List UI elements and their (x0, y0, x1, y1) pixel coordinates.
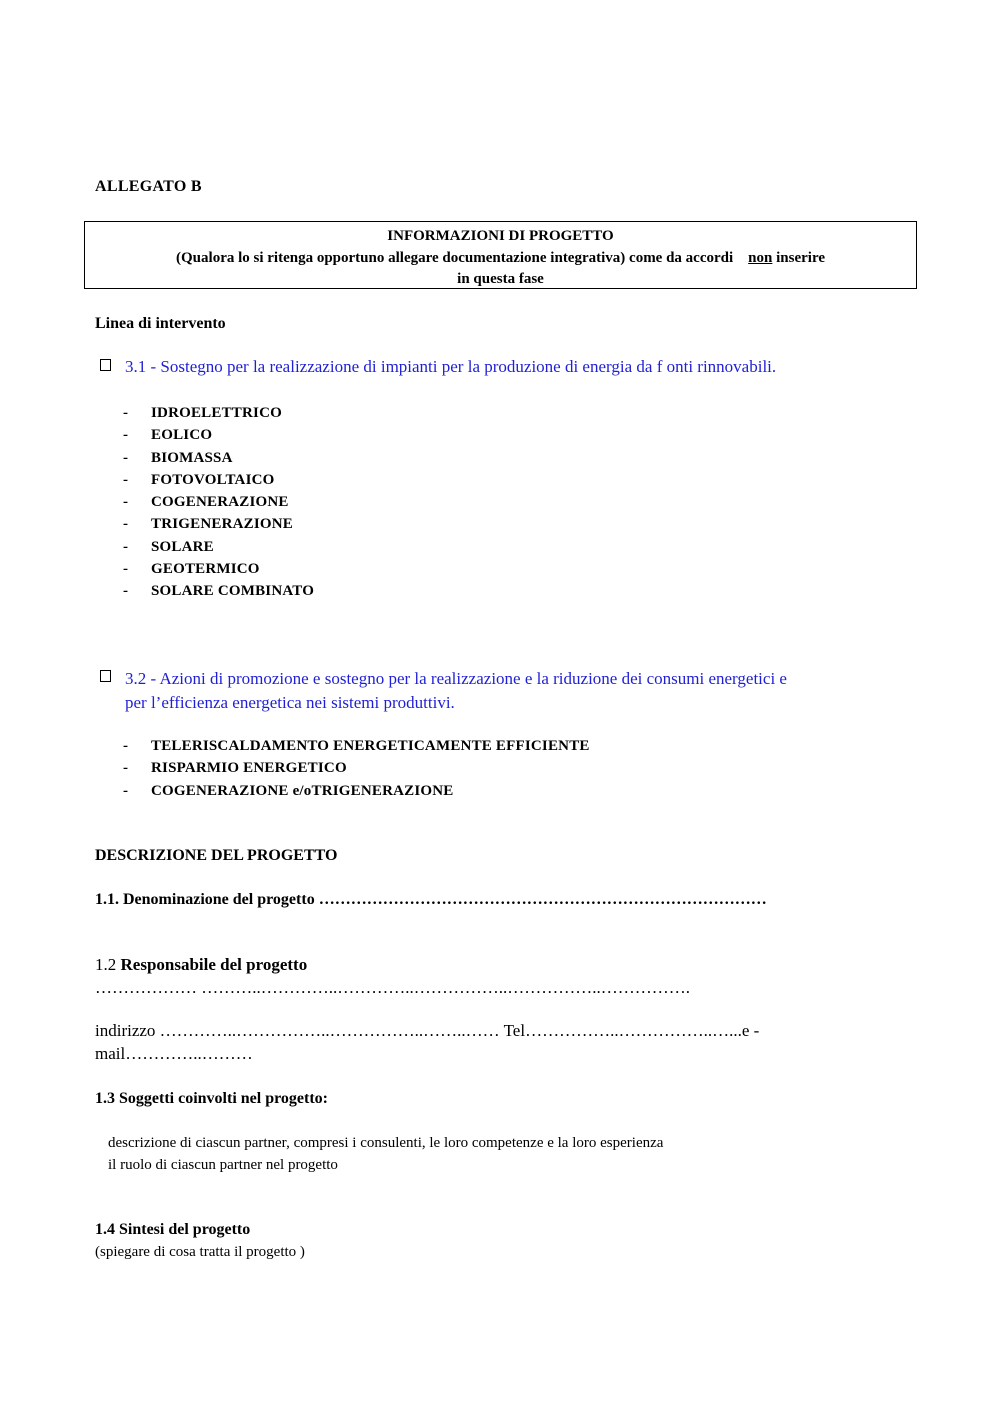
soggetti-line1: descrizione di ciascun partner, compresi i consulenti, le loro competenze e la loro esperienza (108, 1135, 664, 1151)
option-3-2-checkbox[interactable] (100, 670, 111, 682)
option-3-1-checkbox[interactable] (100, 359, 111, 371)
option-3-1-list-item: - SOLARE COMBINATO (94, 580, 314, 602)
sintesi-title: 1.4 Sintesi del progetto (95, 1221, 251, 1238)
option-3-1-list-item: - EOLICO (94, 424, 314, 446)
option-3-1-text: 3.1 - Sostegno per la realizzazione di impianti per la produzione di energia da f onti rinnovabili. (125, 357, 777, 376)
option-3-1-list-item: - TRIGENERAZIONE (94, 513, 314, 535)
option-3-2-list-item: - RISPARMIO ENERGETICO (94, 757, 590, 779)
responsabile-label (95, 955, 307, 975)
soggetti-line2: il ruolo di ciascun partner nel progetto (108, 1157, 338, 1173)
responsabile-field[interactable]: ……………… ………..…………..…………..……………..……………..……………. (95, 978, 690, 997)
info-box-note-end: inserire (776, 249, 825, 266)
info-box-title: INFORMAZIONI DI PROGETTO (387, 228, 614, 244)
linea-intervento-label: Linea di intervento (95, 315, 226, 332)
option-3-1-list-item: - COGENERAZIONE (94, 491, 314, 513)
option-3-1-list-item: - BIOMASSA (94, 447, 314, 469)
option-3-2-text (125, 667, 905, 715)
option-3-2-list-item: - TELERISCALDAMENTO ENERGETICAMENTE EFFICIENTE (94, 735, 590, 757)
info-box-note-underlined: non (748, 249, 773, 266)
option-3-1-list-item: - IDROELETTRICO (94, 402, 314, 424)
info-box (84, 221, 917, 289)
option-3-2-text-line2: per l’efficienza energetica nei sistemi produttivi. (125, 693, 455, 712)
responsabile-num: 1.2 (95, 955, 121, 974)
indirizzo-field[interactable]: indirizzo …………..……………..……………..……..…… Tel……………..……………..…...e - (95, 1021, 760, 1040)
info-box-note-text: (Qualora lo si ritenga opportuno allegare documentazione integrativa) come da accordi (176, 249, 734, 266)
option-3-1-list-item: - FOTOVOLTAICO (94, 469, 314, 491)
option-3-1-list (94, 402, 314, 603)
responsabile-title: Responsabile del progetto (120, 955, 308, 974)
option-3-2-list (94, 735, 590, 802)
sintesi-note: (spiegare di cosa tratta il progetto ) (95, 1244, 305, 1260)
info-box-note (85, 248, 916, 270)
document-title: ALLEGATO B (95, 178, 202, 195)
option-3-2-text-line1: 3.2 - Azioni di promozione e sostegno per la realizzazione e la riduzione dei consumi energetici e (125, 669, 787, 688)
option-3-1-list-item: - SOLARE (94, 536, 314, 558)
option-3-1-list-item: - GEOTERMICO (94, 558, 314, 580)
descrizione-title: DESCRIZIONE DEL PROGETTO (95, 847, 338, 864)
option-3-2-list-item: - COGENERAZIONE e/oTRIGENERAZIONE (94, 780, 590, 802)
mail-field[interactable]: mail…………..……… (95, 1044, 253, 1063)
denominazione-field[interactable]: 1.1. Denominazione del progetto ………………………………………………………………………… (95, 891, 767, 908)
soggetti-title: 1.3 Soggetti coinvolti nel progetto: (95, 1090, 329, 1107)
info-box-note-line3: in questa fase (457, 271, 544, 287)
